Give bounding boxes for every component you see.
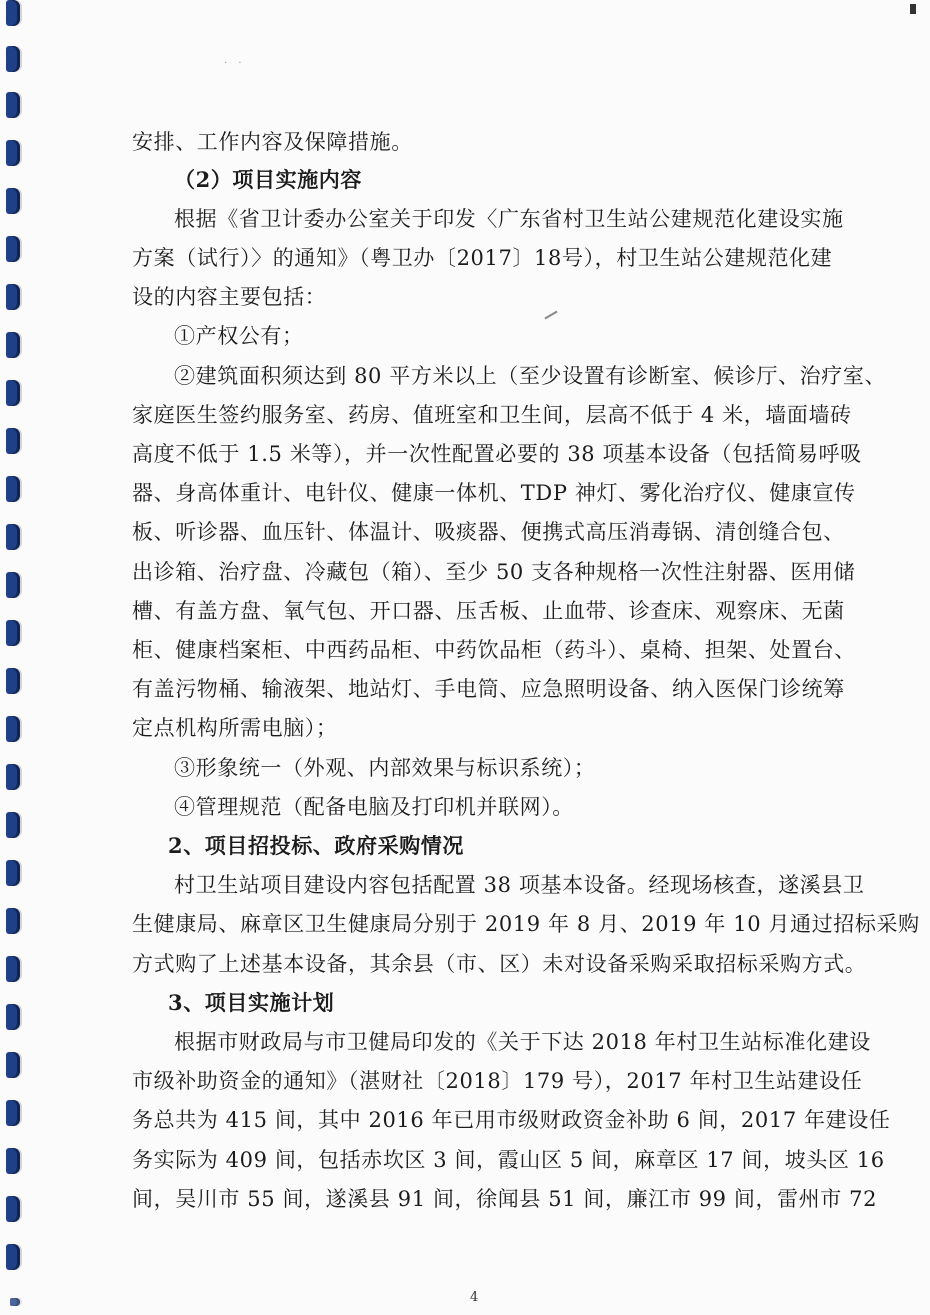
binding-ring: [6, 332, 20, 358]
binding-ring: [6, 668, 20, 694]
binding-ring: [6, 380, 20, 406]
text-line: 生健康局、麻章区卫生健康局分别于 2019 年 8 月、2019 年 10 月通过招标采购: [132, 912, 920, 936]
binding-ring: [6, 476, 20, 502]
text-line: 高度不低于 1.5 米等），并一次性配置必要的 38 项基本设备（包括简易呼吸: [132, 442, 862, 466]
text-line: 方案（试行）〉的通知》（粤卫办〔2017〕18号），村卫生站公建规范化建: [132, 246, 833, 270]
binding-ring: [6, 1244, 20, 1270]
scan-corner-mark: [910, 4, 916, 14]
binding-ring: [6, 716, 20, 742]
binding-ring: [6, 188, 20, 214]
binding-ring: [6, 284, 20, 310]
section-heading: 2、项目招投标、政府采购情况: [168, 833, 465, 858]
binding-ring: [6, 956, 20, 982]
binding-ring: [6, 860, 20, 886]
text-line: 定点机构所需电脑）；: [132, 716, 338, 740]
binding-ring: [6, 1052, 20, 1078]
binding-ring: [6, 908, 20, 934]
binding-ring: [6, 140, 20, 166]
binding-ring: [6, 0, 20, 26]
binding-ring: [6, 46, 20, 72]
section-heading: 3、项目实施计划: [168, 990, 335, 1015]
binding-ring: [6, 1100, 20, 1126]
binding-ring: [6, 428, 20, 454]
text-line: 出诊箱、治疗盘、冷藏包（箱）、至少 50 支各种规格一次性注射器、医用储: [132, 560, 856, 584]
text-line: 根据《省卫计委办公室关于印发〈广东省村卫生站公建规范化建设实施: [174, 207, 844, 231]
text-line: 安排、工作内容及保障措施。: [132, 130, 413, 154]
text-line: 务实际为 409 间，包括赤坎区 3 间，霞山区 5 间，麻章区 17 间，坡头区 16: [132, 1148, 885, 1172]
text-line: 市级补助资金的通知》（湛财社〔2018〕179 号），2017 年村卫生站建设任: [132, 1069, 863, 1093]
binding-ring: [6, 1148, 20, 1174]
text-line: 有盖污物桶、输液架、地站灯、手电筒、应急照明设备、纳入医保门诊统筹: [132, 677, 845, 701]
list-item: ④管理规范（配备电脑及打印机并联网）。: [174, 795, 574, 819]
binding-ring: [6, 524, 20, 550]
text-line: 方式购了上述基本设备，其余县（市、区）未对设备采购采取招标采购方式。: [132, 952, 867, 976]
text-line: 板、听诊器、血压针、体温计、吸痰器、便携式高压消毒锅、清创缝合包、: [132, 520, 845, 544]
text-line: 槽、有盖方盘、氧气包、开口器、压舌板、止血带、诊查床、观察床、无菌: [132, 599, 845, 623]
page-number: 4: [470, 1290, 479, 1305]
list-item: ③形象统一（外观、内部效果与标识系统）；: [174, 756, 596, 780]
binding-ring: [6, 92, 20, 118]
binding-ring: [6, 620, 20, 646]
binding-ring: [6, 764, 20, 790]
text-line: 务总共为 415 间，其中 2016 年已用市级财政资金补助 6 间，2017 年建设任: [132, 1108, 891, 1132]
binding-ring: [6, 236, 20, 262]
list-item: ①产权公有；: [174, 324, 304, 348]
binding-ring: [6, 1004, 20, 1030]
scan-noise: · ·: [224, 58, 246, 69]
binding-ring: [6, 572, 20, 598]
text-line: 设的内容主要包括：: [132, 285, 327, 309]
text-line: 村卫生站项目建设内容包括配置 38 项基本设备。经现场核查，遂溪县卫: [174, 873, 865, 897]
text-line: 柜、健康档案柜、中西药品柜、中药饮品柜（药斗）、桌椅、担架、处置台、: [132, 638, 856, 662]
binding-ring: [6, 812, 20, 838]
text-line: 根据市财政局与市卫健局印发的《关于下达 2018 年村卫生站标准化建设: [174, 1030, 871, 1054]
spiral-binding: [0, 0, 34, 1315]
section-heading: （2）项目实施内容: [174, 167, 363, 192]
binding-ring: [10, 1298, 20, 1306]
list-item: ②建筑面积须达到 80 平方米以上（至少设置有诊断室、候诊厅、治疗室、: [174, 364, 887, 388]
scan-mark: [544, 311, 557, 320]
text-line: 家庭医生签约服务室、药房、值班室和卫生间，层高不低于 4 米，墙面墙砖: [132, 403, 852, 427]
binding-ring: [6, 1196, 20, 1222]
text-line: 间，吴川市 55 间，遂溪县 91 间，徐闻县 51 间，廉江市 99 间，雷州市 72: [132, 1187, 878, 1211]
text-line: 器、身高体重计、电针仪、健康一体机、TDP 神灯、雾化治疗仪、健康宣传: [132, 481, 856, 505]
